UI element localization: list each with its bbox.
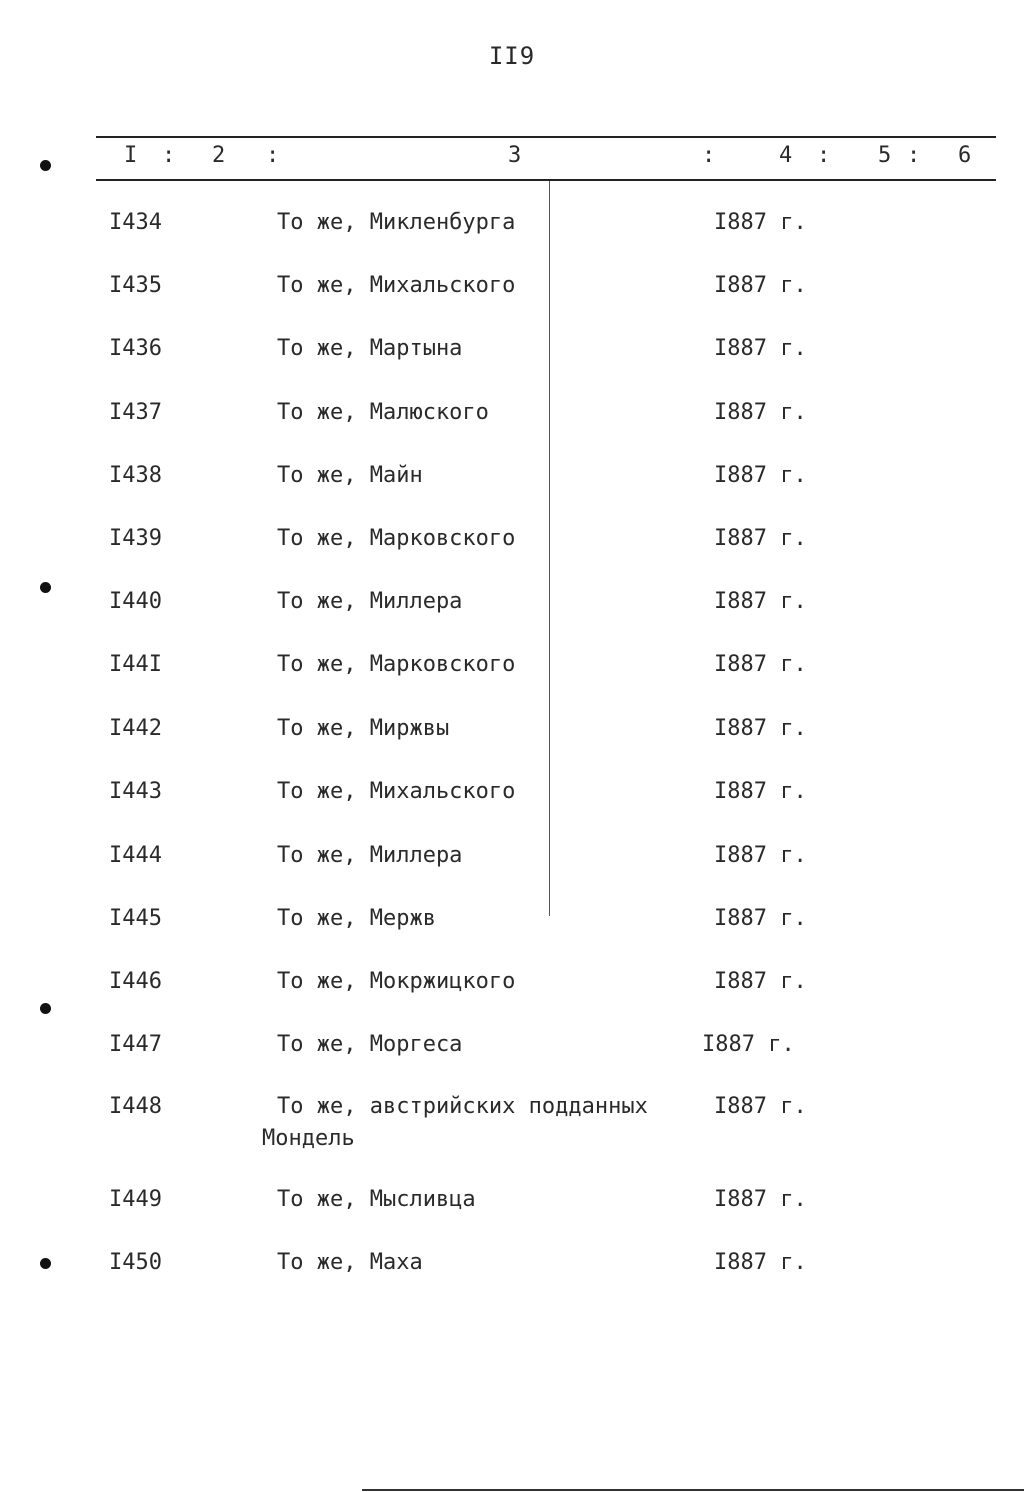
table-row (0, 843, 1024, 903)
table-row (0, 273, 1024, 333)
table-row (0, 969, 1024, 1029)
binding-hole-mark (40, 1003, 51, 1014)
table-row (0, 716, 1024, 776)
binding-hole-mark (40, 1258, 51, 1269)
header-col-6: 6 (958, 143, 972, 168)
row-description: То же, Майн (277, 463, 423, 488)
row-year: I887 г. (714, 463, 807, 488)
row-year: I887 г. (714, 1250, 807, 1275)
row-description: То же, Микленбурга (277, 210, 516, 235)
header-separator: : (907, 143, 921, 168)
row-description: То же, Мержв (277, 906, 436, 931)
table-row (0, 1250, 1024, 1310)
row-year: I887 г. (714, 210, 807, 235)
row-year: I887 г. (714, 969, 807, 994)
row-number: I435 (109, 273, 162, 298)
row-number: I449 (109, 1187, 162, 1212)
row-number: I439 (109, 526, 162, 551)
table-row (0, 906, 1024, 966)
row-description: То же, Мартына (277, 336, 463, 361)
page-bottom-edge (362, 1489, 1024, 1491)
row-number: I450 (109, 1250, 162, 1275)
row-year: I887 г. (714, 1094, 807, 1119)
row-description: То же, Мокржицкого (277, 969, 516, 994)
table-row (0, 526, 1024, 586)
table-row (0, 779, 1024, 839)
table-row (0, 210, 1024, 270)
table-row (0, 1032, 1024, 1092)
row-year: I887 г. (714, 716, 807, 741)
header-separator: : (162, 143, 176, 168)
row-year: I887 г. (714, 336, 807, 361)
table-row (0, 336, 1024, 396)
row-description: То же, Миржвы (277, 716, 450, 741)
binding-hole-mark (40, 160, 51, 171)
row-year: I887 г. (714, 652, 807, 677)
row-number: I443 (109, 779, 162, 804)
row-year: I887 г. (714, 273, 807, 298)
header-col-3: 3 (508, 143, 522, 168)
row-number: I440 (109, 589, 162, 614)
table-row (0, 463, 1024, 523)
row-description: То же, Моргеса (277, 1032, 463, 1057)
row-number: I44I (109, 652, 162, 677)
header-separator: : (817, 143, 831, 168)
row-number: I444 (109, 843, 162, 868)
header-separator: : (266, 143, 280, 168)
row-year: I887 г. (714, 779, 807, 804)
row-number: I446 (109, 969, 162, 994)
table-row (0, 652, 1024, 712)
row-number: I437 (109, 400, 162, 425)
header-col-4: 4 (779, 143, 793, 168)
row-year: I887 г. (714, 400, 807, 425)
table-row (0, 1187, 1024, 1247)
table-row (0, 400, 1024, 460)
row-description: То же, Михальского (277, 273, 516, 298)
row-description: То же, Маха (277, 1250, 423, 1275)
table-row (0, 1094, 1024, 1164)
row-description: То же, Марковского (277, 526, 516, 551)
row-year: I887 г. (714, 1187, 807, 1212)
header-col-2: 2 (212, 143, 226, 168)
row-number: I448 (109, 1094, 162, 1119)
page-number: II9 (488, 42, 536, 70)
row-number: I447 (109, 1032, 162, 1057)
row-number: I438 (109, 463, 162, 488)
row-description: То же, Миллера (277, 843, 463, 868)
table-row (0, 589, 1024, 649)
row-description: То же, Мысливца (277, 1187, 476, 1212)
row-description: То же, Михальского (277, 779, 516, 804)
row-description: То же, австрийских подданных (277, 1094, 648, 1119)
row-year: I887 г. (714, 906, 807, 931)
row-number: I436 (109, 336, 162, 361)
row-number: I442 (109, 716, 162, 741)
row-description: То же, Марковского (277, 652, 516, 677)
row-number: I434 (109, 210, 162, 235)
row-year: I887 г. (714, 843, 807, 868)
header-col-1: I (124, 143, 138, 168)
row-description-continuation: Мондель (262, 1126, 355, 1151)
row-year: I887 г. (714, 589, 807, 614)
row-number: I445 (109, 906, 162, 931)
header-separator: : (702, 143, 716, 168)
row-description: То же, Миллера (277, 589, 463, 614)
header-col-5: 5 (878, 143, 892, 168)
row-description: То же, Малюского (277, 400, 489, 425)
row-year: I887 г. (702, 1032, 795, 1057)
row-year: I887 г. (714, 526, 807, 551)
binding-hole-mark (40, 582, 51, 593)
